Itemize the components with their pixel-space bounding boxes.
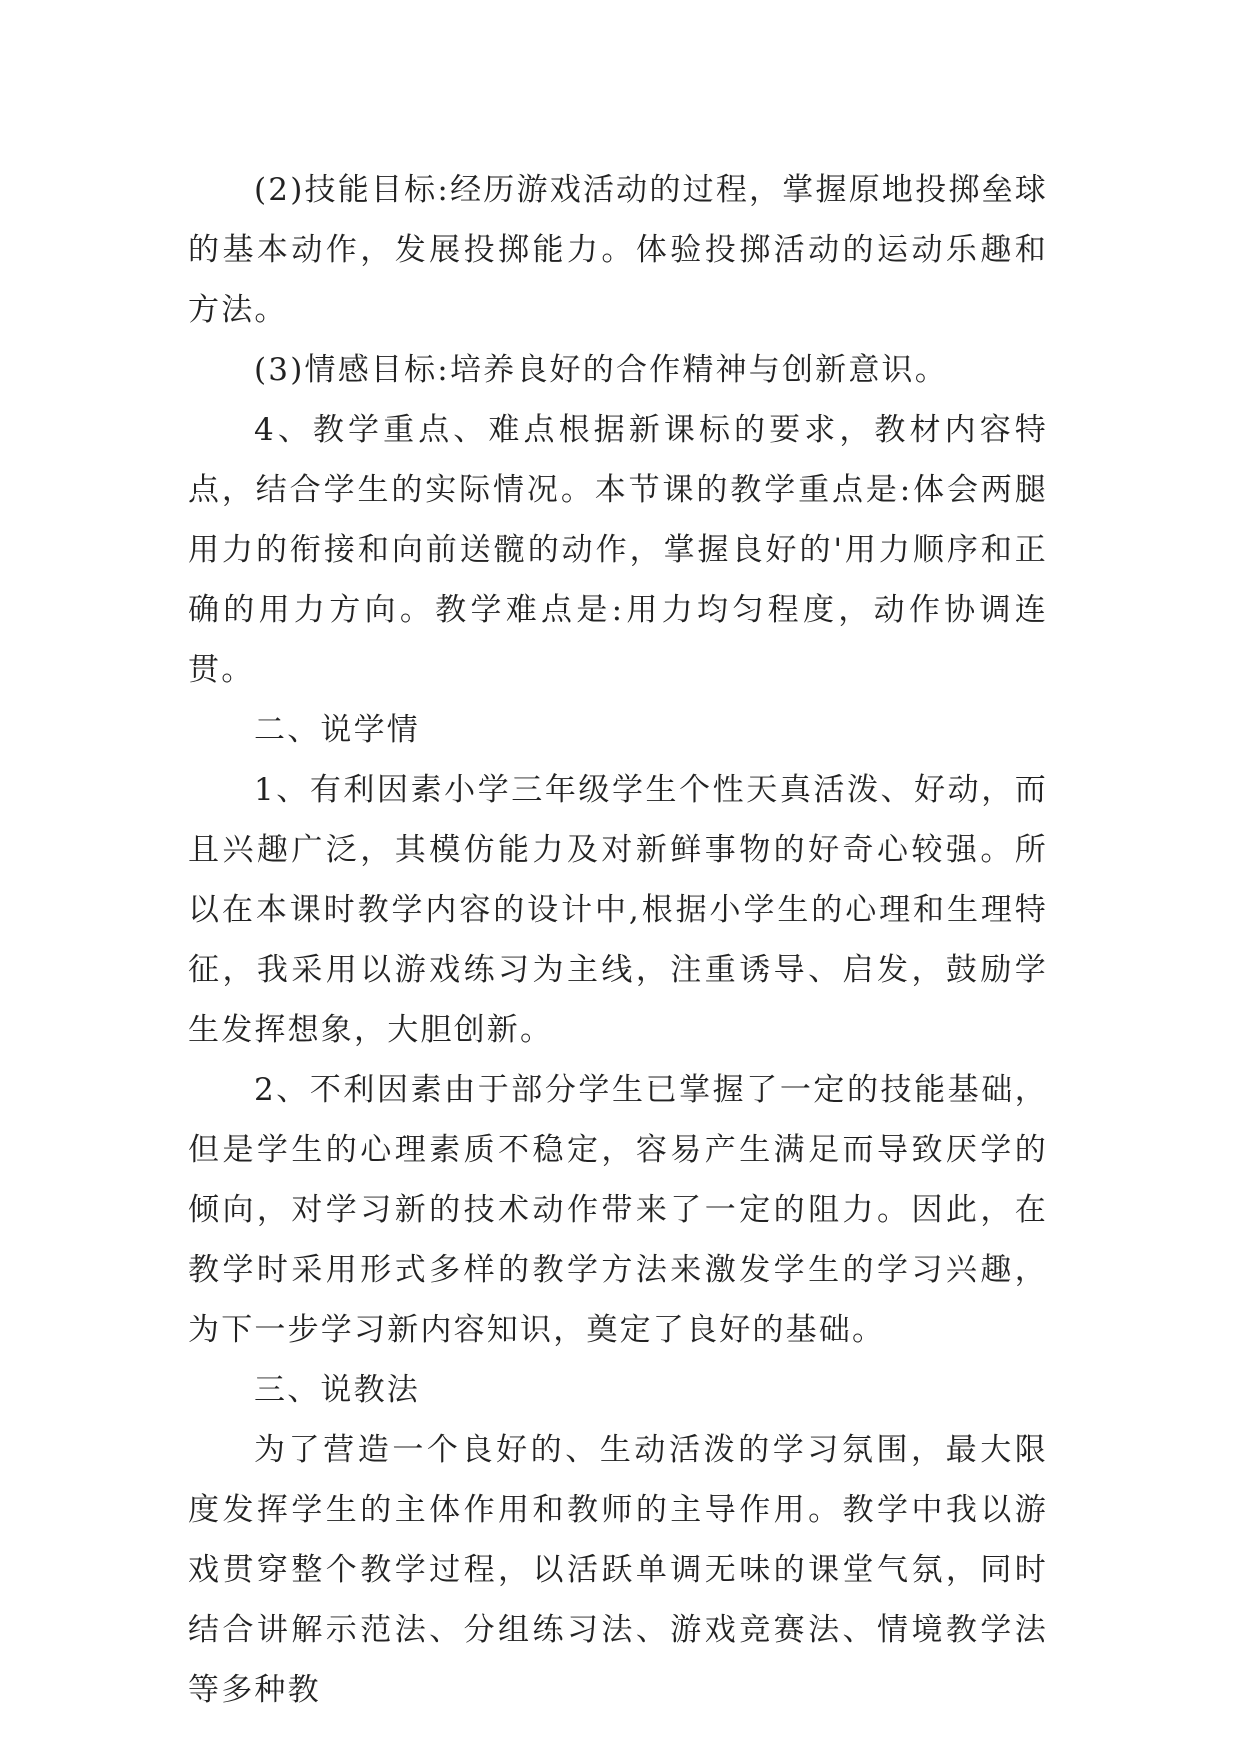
paragraph-favorable-factors: 1、有利因素小学三年级学生个性天真活泼、好动，而且兴趣广泛，其模仿能力及对新鲜事物的好奇心较强。所以在本课时教学内容的设计中,根据小学生的心理和生理特征，我采用以游戏练习为主线，注重诱导、启发，鼓励学生发挥想象，大胆创新。 (188, 772, 1048, 1048)
document-body (188, 160, 1048, 1720)
paragraph-teaching-method: 为了营造一个良好的、生动活泼的学习氛围，最大限度发挥学生的主体作用和教师的主导作用。教学中我以游戏贯穿整个教学过程，以活跃单调无味的课堂气氛，同时结合讲解示范法、分组练习法、游戏竞赛法、情境教学法等多种教 (188, 1432, 1048, 1708)
paragraph-unfavorable-factors: 2、不利因素由于部分学生已掌握了一定的技能基础，但是学生的心理素质不稳定，容易产生满足而导致厌学的倾向，对学习新的技术动作带来了一定的阻力。因此，在教学时采用形式多样的教学方法来激发学生的学习兴趣，为下一步学习新内容知识，奠定了良好的基础。 (188, 1072, 1048, 1348)
section-heading-teaching-method: 三、说教法 (254, 1372, 420, 1408)
section-heading-learning-situation: 二、说学情 (254, 712, 420, 748)
paragraph-skill-goal: (2)技能目标:经历游戏活动的过程，掌握原地投掷垒球的基本动作，发展投掷能力。体验投掷活动的运动乐趣和方法。 (188, 172, 1048, 328)
paragraph-key-difficult-points: 4、教学重点、难点根据新课标的要求，教材内容特点，结合学生的实际情况。本节课的教学重点是:体会两腿用力的衔接和向前送髋的动作，掌握良好的'用力顺序和正确的用力方向。教学难点是:用力均匀程度，动作协调连贯。 (188, 412, 1048, 688)
paragraph-emotion-goal: (3)情感目标:培养良好的合作精神与创新意识。 (254, 352, 948, 388)
